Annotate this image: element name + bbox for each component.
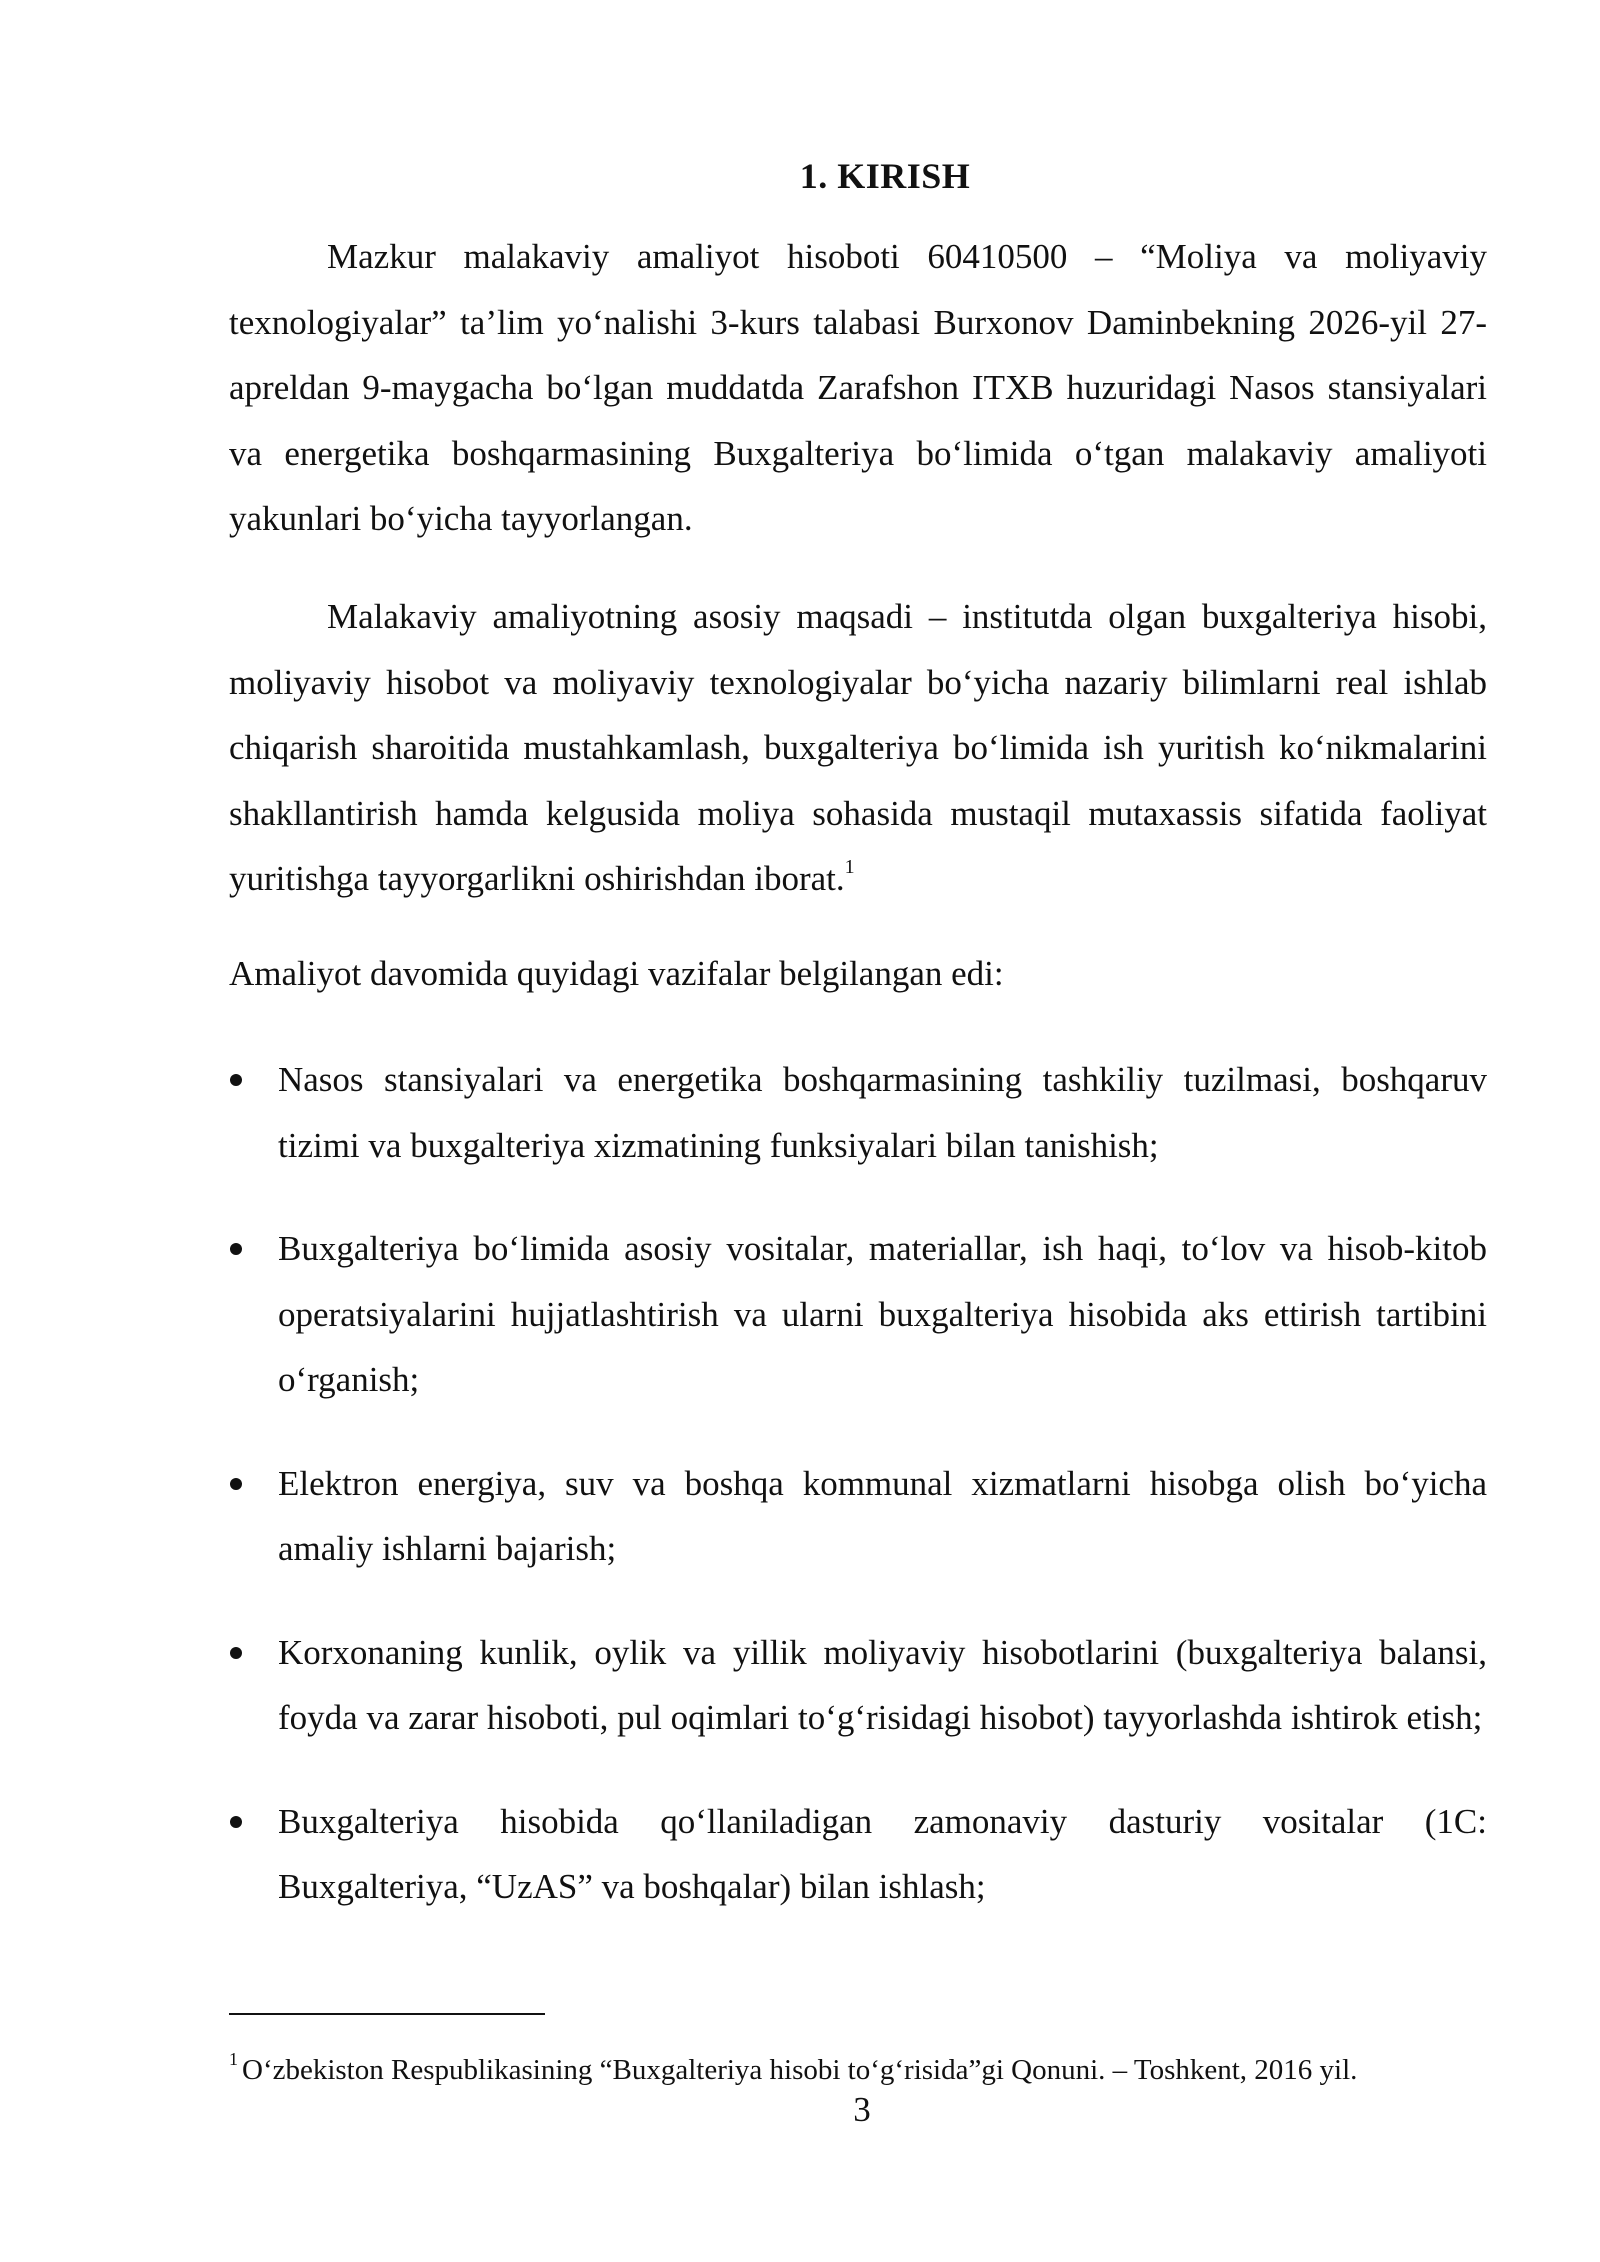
bullet-icon <box>230 1074 242 1086</box>
bullet-icon <box>230 1647 242 1659</box>
footnote-text: O‘zbekiston Respublikasining “Buxgalteriya hisobi to‘g‘risida”gi Qonuni. – Toshkent, 2016 yil. <box>242 2054 1358 2086</box>
list-item-text: Korxonaning kunlik, oylik va yillik moliyaviy hisobotlarini (buxgalteriya balansi, foyda va zarar hisoboti, pul oqimlari to‘g‘risidagi hisobot) tayyorlashda ishtirok etish; <box>278 1632 1487 1737</box>
section-heading: 1. KIRISH <box>799 156 971 196</box>
paragraph-text <box>229 584 1487 912</box>
task-list <box>229 1047 1487 1958</box>
paragraph-intro <box>229 224 1487 552</box>
bullet-icon <box>230 1478 242 1490</box>
list-item <box>229 1216 1487 1413</box>
paragraph-text: Amaliyot davomida quyidagi vazifalar belgilangan edi: <box>229 954 1004 993</box>
list-item <box>229 1047 1487 1178</box>
list-item-text: Elektron energiya, suv va boshqa kommunal xizmatlarni hisobga olish bo‘yicha amaliy ishlarni bajarish; <box>278 1463 1487 1568</box>
list-item <box>229 1789 1487 1920</box>
footnote <box>229 2050 1487 2090</box>
list-item <box>229 1451 1487 1582</box>
list-item-text: Buxgalteriya hisobida qo‘llaniladigan zamonaviy dasturiy vositalar (1C: Buxgalteriya, “UzAS” va boshqalar) bilan ishlash; <box>278 1801 1487 1906</box>
footnote-reference[interactable]: 1 <box>844 856 855 879</box>
bullet-icon <box>230 1243 242 1255</box>
list-item <box>229 1620 1487 1751</box>
paragraph-text: Mazkur malakaviy amaliyot hisoboti 60410500 – “Moliya va moliyaviy texnologiyalar” ta’lim yo‘nalishi 3-kurs talabasi Burxonov Daminbekning 2026-yil 27-apreldan 9-maygacha bo‘lgan muddatda Zarafshon ITXB huzuridagi Nasos stansiyalari va energetika boshqarmasining Buxgalteriya bo‘limida o‘tgan malakaviy amaliyoti yakunlari bo‘yicha tayyorlangan. <box>229 237 1487 538</box>
page-number: 3 <box>853 2090 871 2129</box>
footnote-marker: 1 <box>229 2049 238 2070</box>
paragraph-tasks-intro <box>229 941 1487 1007</box>
bullet-icon <box>230 1816 242 1828</box>
list-item-text: Buxgalteriya bo‘limida asosiy vositalar, materiallar, ish haqi, to‘lov va hisob-kitob operatsiyalarini hujjatlashtirish va ularni buxgalteriya hisobida aks ettirish tartibini o‘rganish; <box>278 1229 1487 1399</box>
paragraph-goal-text: Malakaviy amaliyotning asosiy maqsadi – institutda olgan buxgalteriya hisobi, moliyaviy hisobot va moliyaviy texnologiyalar bo‘yicha nazariy bilimlarni real ishlab chiqarish sharoitida mustahkamlash, buxgalteriya bo‘limida ish yuritish ko‘nikmalarini shakllantirish hamda kelgusida moliya sohasida mustaqil mutaxassis sifatida faoliyat yuritishga tayyorgarlikni oshirishdan iborat. <box>229 597 1487 898</box>
footnote-separator <box>229 2013 545 2015</box>
list-item-text: Nasos stansiyalari va energetika boshqarmasining tashkiliy tuzilmasi, boshqaruv tizimi va buxgalteriya xizmatining funksiyalari bilan tanishish; <box>278 1060 1487 1165</box>
paragraph-goal <box>229 584 1487 912</box>
